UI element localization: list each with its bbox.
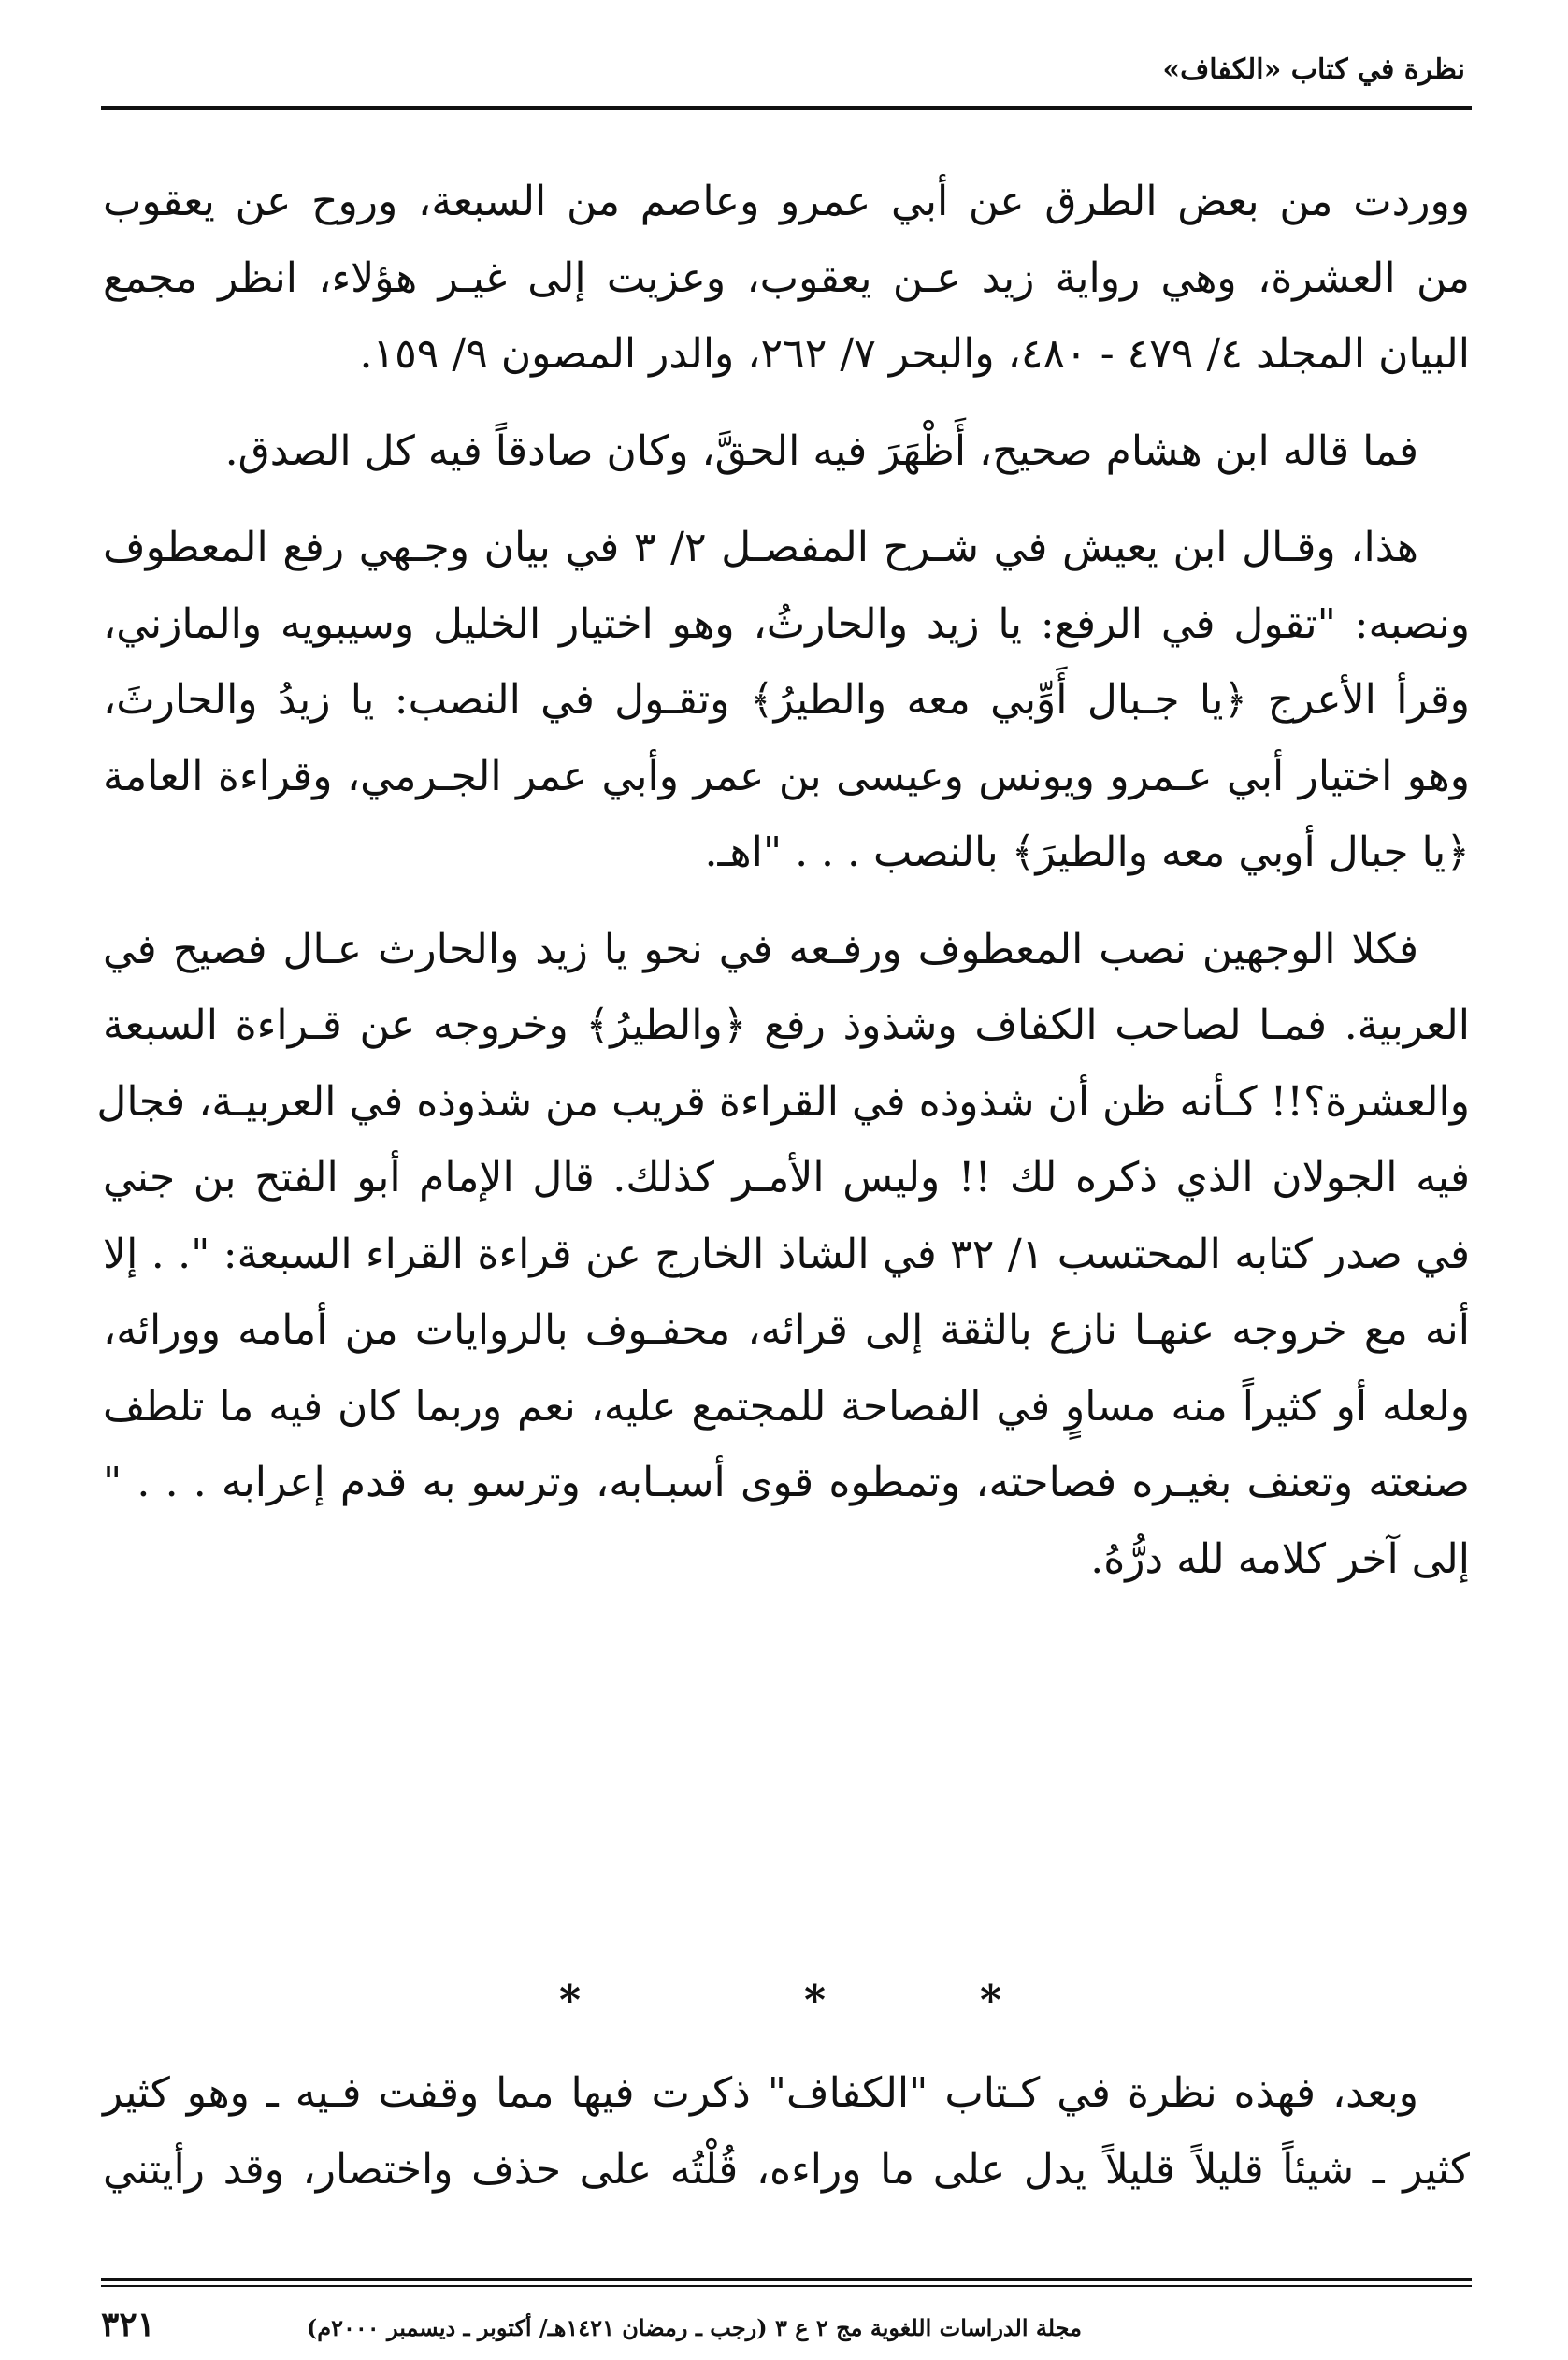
text-line: فما قاله ابن هشام صحيح، أَظْهَرَ فيه الحقَّ، وكان صادقاً فيه كل الصدق. — [224, 426, 1418, 475]
text-line: والعشرة؟!! كـأنه ظن أن شذوذه في القراءة قريب من شذوذه في العربيـة، فجال — [96, 1077, 1470, 1126]
running-header: نظرة في كتاب «الكفاف» — [1162, 53, 1465, 86]
paragraph-3 — [103, 510, 1470, 891]
text-line: هذا، وقـال ابن يعيش في شـرح المفصـل ٢/ ٣ في بيان وجـهي رفع المعطوف — [103, 524, 1419, 571]
text-line: ونصبه: "تقول في الرفع: يا زيد والحارثُ، وهو اختيار الخليل وسيبويه والمازني، — [103, 599, 1470, 648]
text-line: ولعله أو كثيراً منه مساوٍ في الفصاحة للمجتمع عليه، نعم وربما كان فيه ما تلطف — [103, 1382, 1470, 1431]
footer-rule-bottom — [101, 2285, 1472, 2287]
closing-paragraph — [103, 2055, 1470, 2208]
section-separator — [0, 1978, 1568, 2024]
body-text — [96, 164, 1470, 1597]
text-line: فكلا الوجهين نصب المعطوف ورفـعه في نحو يا زيد والحارث عـال فصيح في — [103, 925, 1418, 973]
separator-star: * — [980, 1977, 1002, 2024]
header-rule — [101, 106, 1472, 110]
text-line: صنعته وتعنف بغيـره فصاحته، وتمطوه قوى أسبـابه، وترسو به قدم إعرابه . . . " — [103, 1459, 1470, 1506]
paragraph-1 — [103, 164, 1470, 393]
journal-footer: مجلة الدراسات اللغوية مج ٢ ع ٣ (رجب ـ رمضان ١٤٢١هـ/ أكتوبر ـ ديسمبر ٢٠٠٠م) — [306, 2314, 1082, 2341]
text-line: في صدر كتابه المحتسب ١/ ٣٢ في الشاذ الخارج عن قراءة القراء السبعة: ". . إلا — [103, 1230, 1470, 1278]
text-line: فيه الجولان الذي ذكره لك !! وليس الأمـر كذلك. قال الإمام أبو الفتح بن جني — [103, 1154, 1470, 1202]
footer-rule-top — [101, 2278, 1472, 2281]
paragraph-4 — [96, 912, 1470, 1598]
text-line: وقرأ الأعرج ﴿يا جـبال أَوِّبي معه والطيرُ﴾ وتقـول في النصب: يا زيدُ والحارثَ، — [103, 676, 1470, 724]
separator-star: * — [804, 1977, 827, 2024]
closing-text — [103, 2055, 1470, 2208]
text-line: من العشرة، وهي رواية زيد عـن يعقوب، وعزيت إلى غيـر هؤلاء، انظر مجمع — [103, 253, 1470, 302]
text-line: ووردت من بعض الطرق عن أبي عمرو وعاصم من السبعة، وروح عن يعقوب — [103, 178, 1470, 225]
text-line: وهو اختيار أبي عـمرو ويونس وعيسى بن عمر وأبي عمر الجـرمي، وقراءة العامة — [103, 752, 1470, 800]
text-line: كثير ـ شيئاً قليلاً قليلاً يدل على ما وراءه، قُلْتُه على حذف واختصار، وقد رأيتني — [103, 2145, 1470, 2194]
text-line: البيان المجلد ٤/ ٤٧٩ - ٤٨٠، والبحر ٧/ ٢٦٢، والدر المصون ٩/ ١٥٩. — [359, 330, 1470, 378]
separator-star: * — [559, 1977, 582, 2024]
paragraph-2 — [103, 413, 1470, 490]
text-line: وبعد، فهذه نظرة في كـتاب "الكفاف" ذكرت فيها مما وقفت فـيه ـ وهو كثير — [103, 2069, 1418, 2117]
text-line: أنه مع خروجه عنهـا نازع بالثقة إلى قرائه، محفـوف بالروايات من أمامه وورائه، — [103, 1306, 1470, 1354]
text-line: ﴿يا جبال أوبي معه والطيرَ﴾ بالنصب . . . "اهـ. — [704, 828, 1470, 876]
page-number: ٣٢١ — [101, 2305, 156, 2344]
text-line: العربية. فمـا لصاحب الكفاف وشذوذ رفع ﴿والطيرُ﴾ وخروجه عن قـراءة السبعة — [103, 1001, 1470, 1049]
text-line: إلى آخر كلامه لله درُّهُ. — [1090, 1534, 1470, 1583]
